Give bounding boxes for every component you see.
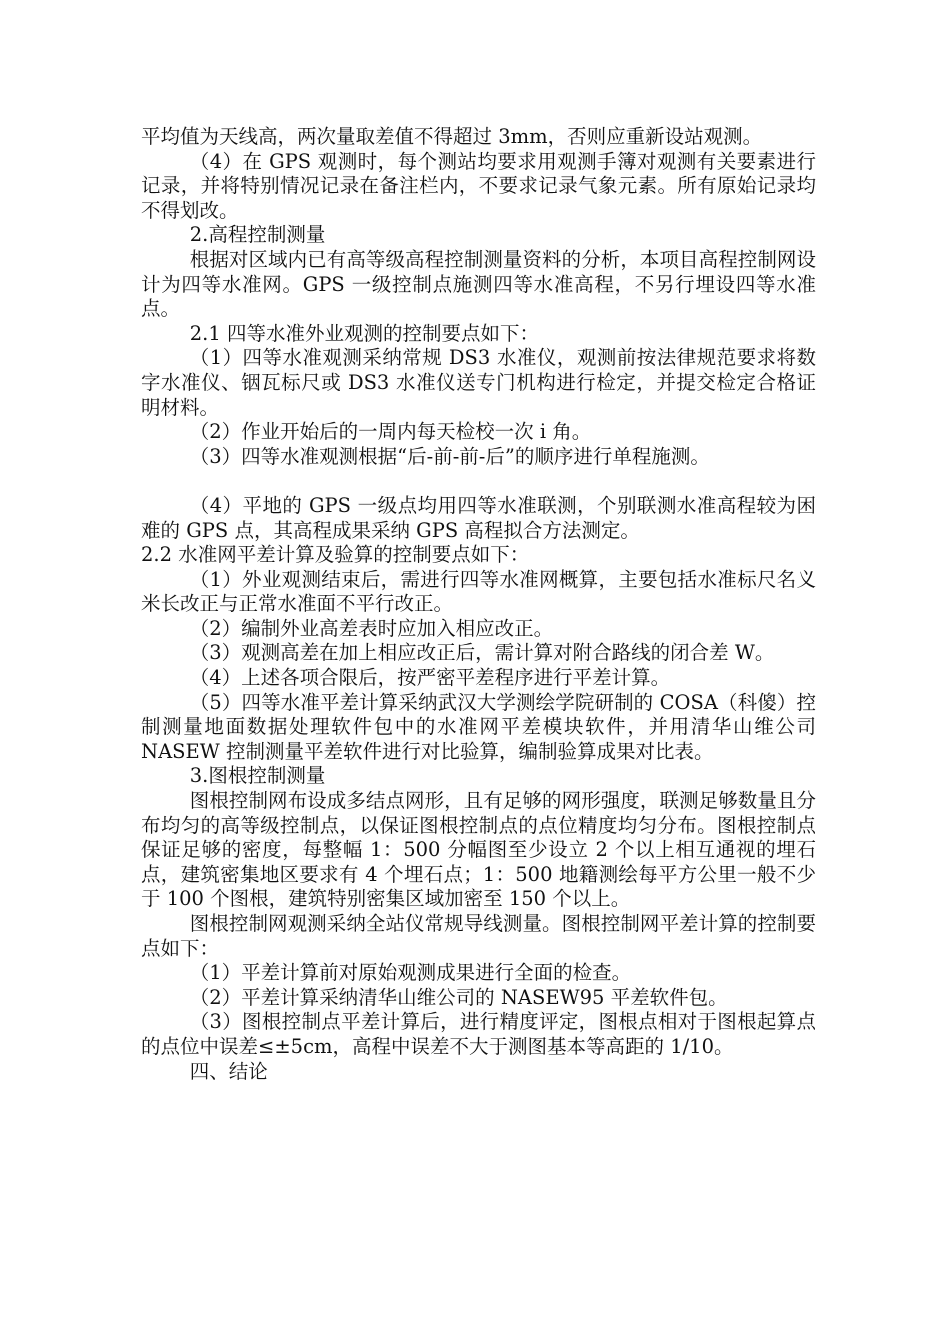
list-item-adjustment-2: （2）编制外业高差表时应加入相应改正。 (189, 616, 554, 640)
paragraph-traverse-survey: 图根控制网观测采纳全站仪常规导线测量。图根控制网平差计算的控制要点如下： (141, 912, 816, 960)
document-body (141, 125, 816, 1084)
list-item-leveling-1: （1）四等水准观测采纳常规 DS3 水准仪，观测前按法律规范要求将数字水准仪、铟瓦标尺或 DS3 水准仪送专门机构进行检定，并提交检定合格证明材料。 (141, 346, 816, 419)
list-item-mapping-1: （1）平差计算前对原始观测成果进行全面的检查。 (189, 961, 632, 985)
list-item-leveling-3: （3）四等水准观测根据“后-前-前-后”的顺序进行单程施测。 (189, 444, 710, 468)
paragraph-mapping-network: 图根控制网布设成多结点网形，且有足够的网形强度，联测足够数量且分布均匀的高等级控制点，以保证图根控制点的点位精度均匀分布。图根控制点保证足够的密度，每整幅 1：500 分幅图至少设立 2 个以上相互通视的埋石点，建筑密集地区要求有 4 个埋石点；1：500 地籍测绘每平方公里一般不少于 100 个图根，建筑特别密集区域加密至 150 个以上。 (141, 789, 816, 911)
paragraph-elevation-network: 根据对区域内已有高等级高程控制测量资料的分析，本项目高程控制网设计为四等水准网。GPS 一级控制点施测四等水准高程，不另行埋设四等水准点。 (141, 247, 816, 321)
section-heading-elevation-control: 2.高程控制测量 (189, 223, 326, 247)
subsection-heading-2-1: 2.1 四等水准外业观测的控制要点如下： (189, 321, 539, 345)
list-item-mapping-3: （3）图根控制点平差计算后，进行精度评定，图根点相对于图根起算点的点位中误差≤±5cm，高程中误差不大于测图基本等高距的 1/10。 (141, 1010, 816, 1058)
paragraph-antenna-height: 平均值为天线高，两次量取差值不得超过 3mm，否则应重新设站观测。 (141, 125, 763, 148)
paragraph-gps-recording: （4）在 GPS 观测时，每个测站均要求用观测手簿对观测有关要素进行记录，并将特别情况记录在备注栏内，不要求记录气象元素。所有原始记录均不得划改。 (141, 149, 816, 222)
list-item-mapping-2: （2）平差计算采纳清华山维公司的 NASEW95 平差软件包。 (189, 985, 728, 1009)
list-item-leveling-4: （4）平地的 GPS 一级点均用四等水准联测，个别联测水准高程较为困难的 GPS 点，其高程成果采纳 GPS 高程拟合方法测定。 (141, 493, 816, 542)
subsection-heading-2-2: 2.2 水准网平差计算及验算的控制要点如下： (141, 543, 530, 567)
section-heading-mapping-control: 3.图根控制测量 (189, 764, 326, 788)
section-heading-conclusion: 四、结论 (189, 1059, 268, 1083)
list-item-adjustment-1: （1）外业观测结束后，需进行四等水准网概算，主要包括水准标尺名义米长改正与正常水准面不平行改正。 (141, 567, 816, 616)
list-item-adjustment-3: （3）观测高差在加上相应改正后，需计算对附合路线的闭合差 W。 (189, 641, 775, 665)
list-item-adjustment-4: （4）上述各项合限后，按严密平差程序进行平差计算。 (189, 666, 671, 690)
list-item-adjustment-5: （5）四等水准平差计算采纳武汉大学测绘学院研制的 COSA（科傻）控制测量地面数据处理软件包中的水准网平差模块软件，并用清华山维公司 NASEW 控制测量平差软件进行对比验算，编制验算成果对比表。 (141, 690, 816, 763)
list-item-leveling-2: （2）作业开始后的一周内每天检校一次 i 角。 (189, 420, 592, 444)
